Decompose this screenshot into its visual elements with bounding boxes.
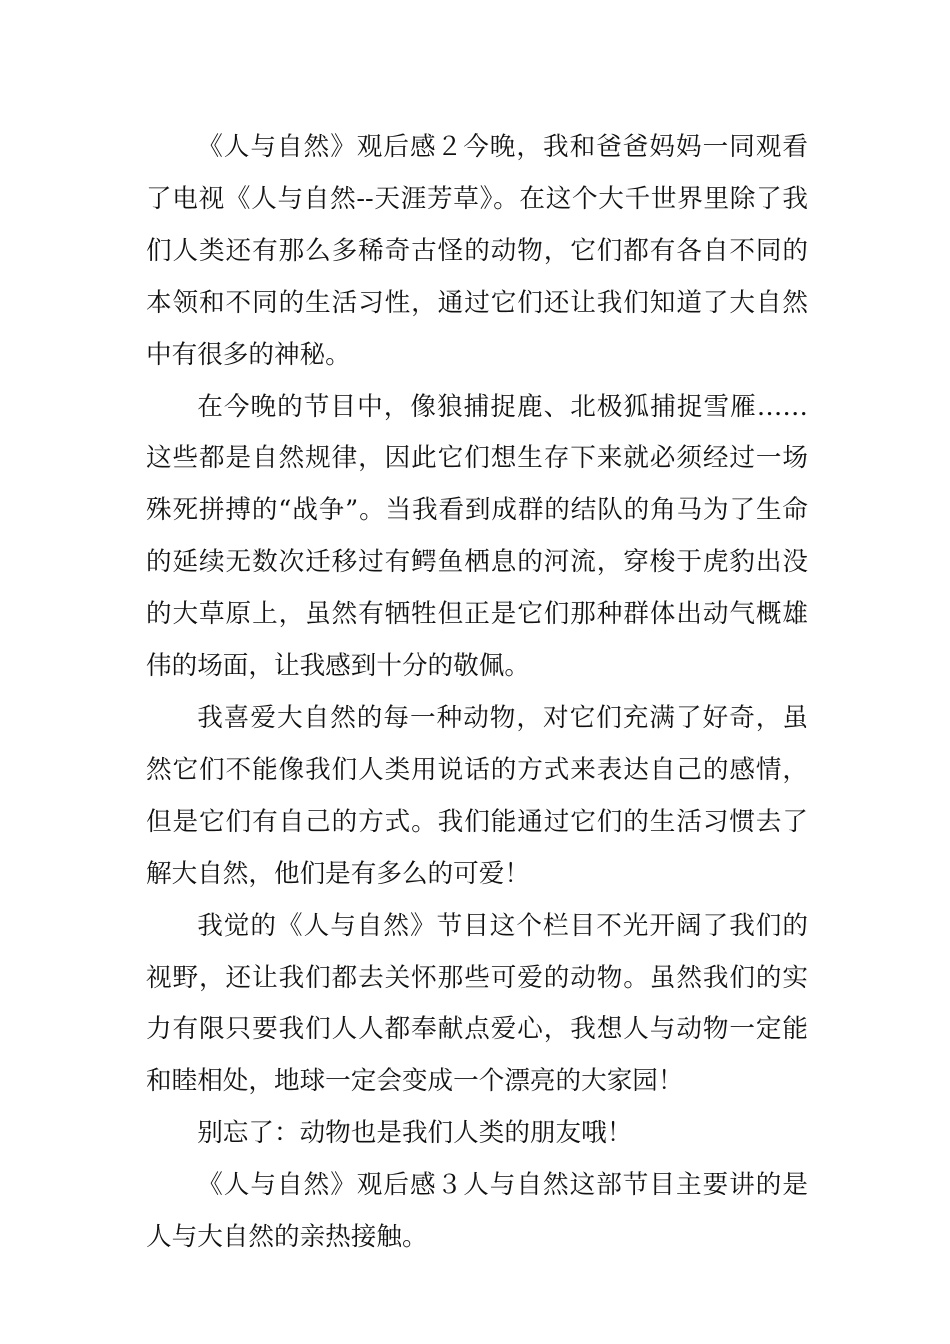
paragraph-3: 我喜爱大自然的每一种动物，对它们充满了好奇，虽然它们不能像我们人类用说话的方式来表达自己的感情，但是它们有自己的方式。我们能通过它们的生活习惯去了解大自然，他们是有多么的可爱！ xyxy=(146,702,808,889)
paragraph-6: 《人与自然》观后感３人与自然这部节目主要讲的是人与大自然的亲热接触。 xyxy=(146,1170,808,1253)
paragraph-4: 我觉的《人与自然》节目这个栏目不光开阔了我们的视野，还让我们都去关怀那些可爱的动物。虽然我们的实力有限只要我们人人都奉献点爱心，我想人与动物一定能和睦相处，地球一定会变成一个漂亮的大家园！ xyxy=(146,910,808,1097)
paragraph-2: 在今晚的节目中，像狼捕捉鹿、北极狐捕捉雪雁……这些都是自然规律，因此它们想生存下来就必须经过一场殊死拼搏的“战争”。当我看到成群的结队的角马为了生命的延续无数次迁移过有鳄鱼栖息的河流，穿梭于虎豹出没的大草原上，虽然有牺牲但正是它们那种群体出动气概雄伟的场面，让我感到十分的敬佩。 xyxy=(146,391,808,682)
paragraph-5: 别忘了：动物也是我们人类的朋友哦！ xyxy=(197,1118,633,1149)
document-body xyxy=(146,122,808,1264)
paragraph-1: 《人与自然》观后感２今晚，我和爸爸妈妈一同观看了电视《人与自然--天涯芳草》。在这个大千世界里除了我们人类还有那么多稀奇古怪的动物，它们都有各自不同的本领和不同的生活习性，通过它们还让我们知道了大自然中有很多的神秘。 xyxy=(146,132,808,370)
